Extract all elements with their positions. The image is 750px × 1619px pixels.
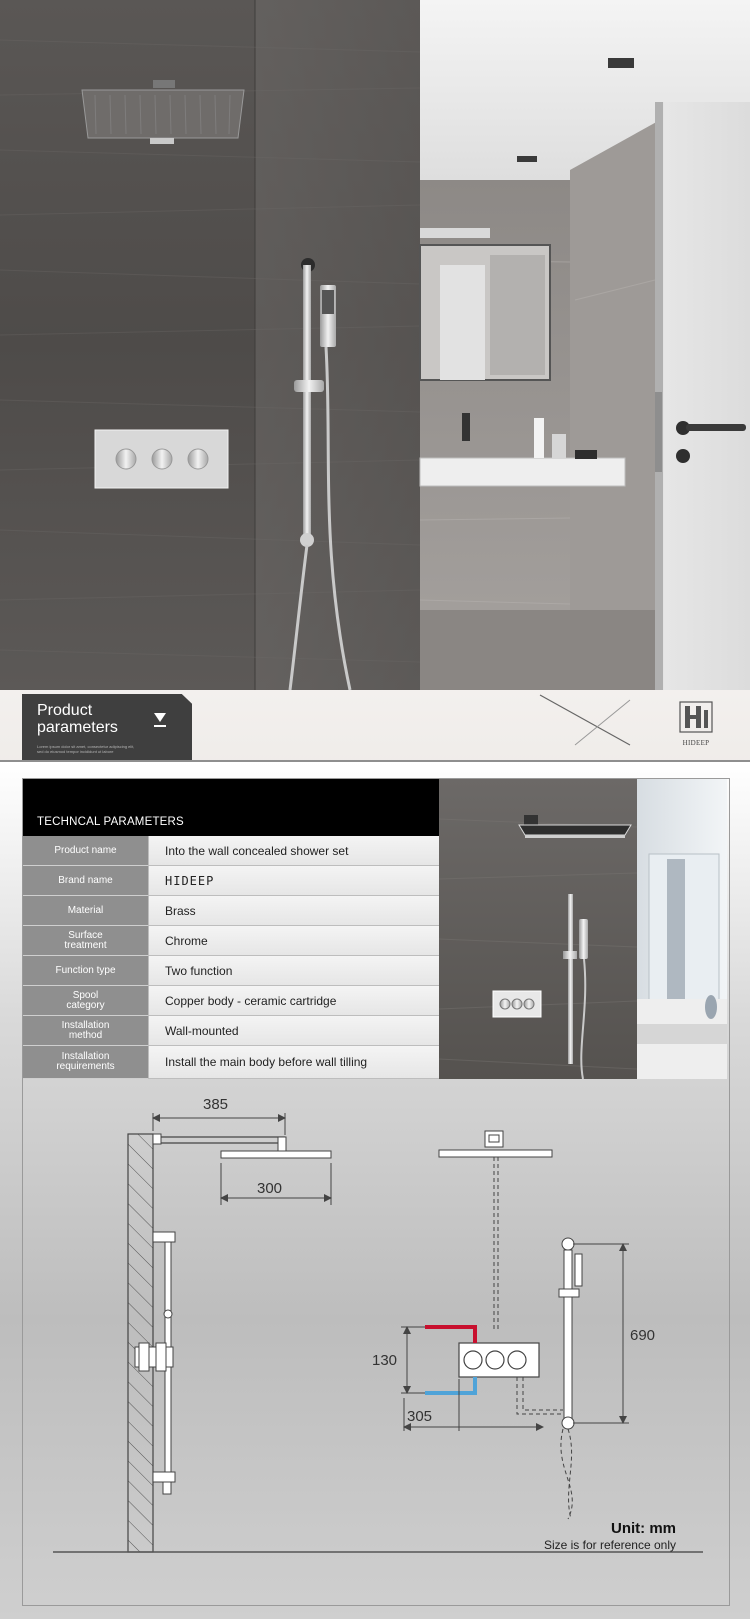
hideep-logo-mark (676, 700, 716, 734)
unit-label: Unit: mm (611, 1520, 676, 1537)
table-row (23, 1046, 439, 1079)
row-value: Install the main body before wall tilling (148, 1046, 439, 1079)
row-label: Product name (23, 836, 148, 866)
side-view (128, 1113, 331, 1552)
table-row (23, 866, 439, 896)
row-value: Copper body - ceramic cartridge (148, 986, 439, 1016)
dim-rail: 690 (630, 1327, 656, 1344)
fine-print: Lorem ipsum dolor sit amet, consectetur adipiscing elit, sed do eiusmod tempor incididunt ut labore (37, 744, 135, 754)
row-value: HIDEEP (148, 866, 439, 896)
hideep-logo-text: HIDEEP (682, 739, 710, 747)
row-label: Installation requirements (23, 1046, 148, 1079)
table-row (23, 986, 439, 1016)
row-label: Installation method (23, 1016, 148, 1046)
hero-photo (0, 0, 750, 690)
table-row (23, 896, 439, 926)
table-row (23, 956, 439, 986)
dim-valve-offset: 305 (407, 1408, 433, 1425)
row-value: Two function (148, 956, 439, 986)
row-label: Surface treatment (23, 926, 148, 956)
table-row (23, 926, 439, 956)
parameters-title-line1: Product (37, 702, 93, 719)
table-title: TECHNCAL PARAMETERS (37, 816, 184, 828)
row-label: Function type (23, 956, 148, 986)
product-photo (439, 779, 727, 1079)
technical-drawing (23, 1079, 727, 1604)
row-value: Brass (148, 896, 439, 926)
parameters-title (37, 702, 157, 736)
table-row (23, 1016, 439, 1046)
arrow-down-icon-bar (154, 725, 166, 727)
dim-valve-height: 130 (372, 1352, 398, 1369)
hideep-logo (676, 700, 716, 750)
row-value: Into the wall concealed shower set (148, 836, 439, 866)
parameters-title-line2: parameters (37, 719, 118, 736)
front-view (401, 1131, 629, 1519)
reference-note: Size is for reference only (543, 1538, 676, 1552)
row-label: Spool category (23, 986, 148, 1016)
dim-arm: 385 (203, 1096, 229, 1113)
row-label: Material (23, 896, 148, 926)
row-label: Brand name (23, 866, 148, 896)
row-value: Chrome (148, 926, 439, 956)
table-row (23, 836, 439, 866)
dim-head: 300 (257, 1180, 283, 1197)
row-value: Wall-mounted (148, 1016, 439, 1046)
arrow-down-icon (154, 713, 166, 722)
